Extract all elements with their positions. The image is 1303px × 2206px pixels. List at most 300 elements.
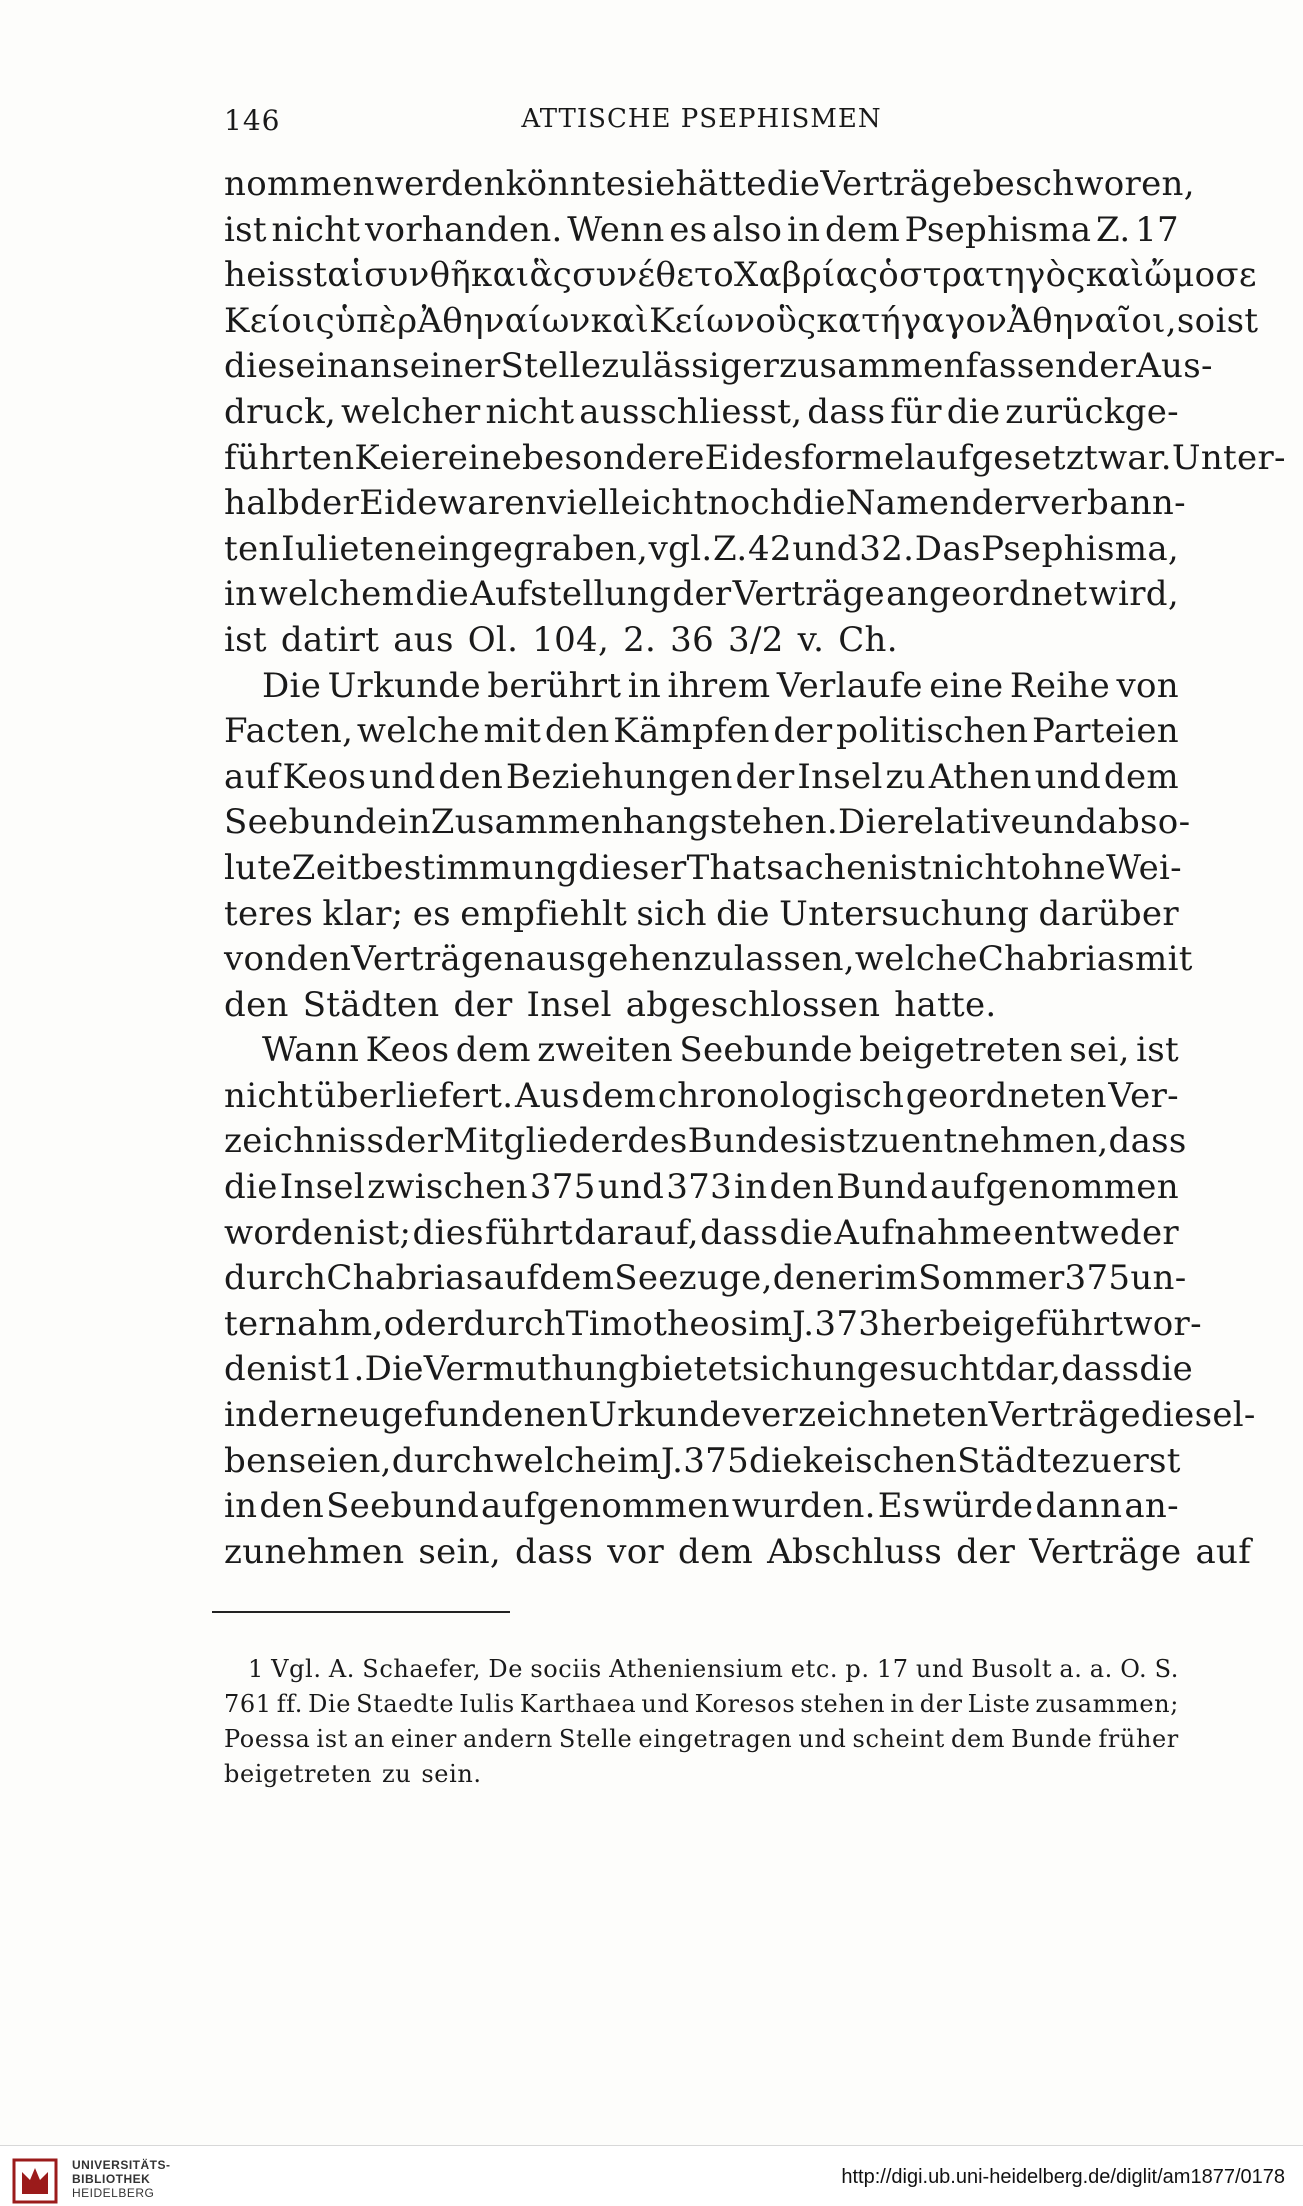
footnote-word: und (641, 1690, 690, 1718)
body-line (224, 1119, 1187, 1165)
body-word: in (224, 574, 258, 615)
body-word: dass (515, 1531, 594, 1572)
body-word: welche (356, 711, 480, 752)
body-word: J. (660, 1440, 684, 1481)
body-line (224, 253, 1257, 299)
body-word: στρατηγὸς (899, 255, 1086, 296)
body-word: ternahm, (224, 1303, 384, 1344)
footnote-word: zu (382, 1760, 412, 1788)
body-word: er (837, 1258, 875, 1299)
footnote-word: 1 (248, 1655, 264, 1683)
body-word: könnte (505, 164, 627, 204)
body-word: Verträge (820, 164, 973, 204)
body-word: halb (224, 483, 301, 524)
body-word: relative (897, 802, 1031, 843)
body-word: führten (224, 437, 355, 478)
body-word: ben (224, 1440, 289, 1481)
body-line (224, 755, 1179, 801)
body-word: dem (539, 1258, 615, 1299)
body-word: dass (1108, 1121, 1187, 1162)
body-word: entnehmen, (900, 1121, 1109, 1162)
body-word: darüber (1038, 893, 1179, 934)
body-word: nicht (931, 847, 1021, 888)
body-word: empfiehlt (460, 893, 628, 934)
body-word: welche (494, 1440, 618, 1481)
footnote-word: an (353, 1725, 385, 1753)
body-word: aus (393, 619, 454, 660)
footnote-word: einer (390, 1725, 457, 1753)
body-word: Zeitbestimmung (291, 847, 579, 888)
body-word: Wann (262, 1030, 360, 1071)
body-word: Seebunde (224, 802, 398, 843)
footnote-word: Liste (967, 1690, 1031, 1718)
body-word: seiner (392, 346, 501, 387)
body-word: Abschluss (767, 1531, 943, 1572)
body-word: angeordnet (886, 574, 1088, 615)
body-word: ein (295, 346, 350, 387)
page-number: 146 (224, 104, 281, 137)
body-word: und (792, 528, 859, 569)
body-word: Ἀθηναίων (417, 300, 591, 341)
body-word: zulässiger (601, 346, 780, 387)
body-word: zu (885, 756, 926, 797)
body-line (224, 344, 1213, 390)
body-word: von (1116, 665, 1179, 706)
body-word: dies (224, 346, 296, 387)
body-word: nommen (224, 164, 375, 204)
body-word: Vermuthung (423, 1349, 640, 1390)
body-word: Eidesformel (704, 437, 916, 478)
body-word: auf (224, 756, 280, 797)
body-word: Χαβρίας (734, 255, 879, 296)
body-word: Sommer (918, 1258, 1065, 1299)
body-word: καὶ (1085, 255, 1145, 296)
body-line (224, 846, 1182, 892)
footnote-word: dem (950, 1725, 1006, 1753)
body-word: durch (224, 1258, 327, 1299)
body-word: sein, (418, 1531, 502, 1572)
body-word: v. (797, 619, 825, 660)
footnote-word: scheint (852, 1725, 945, 1753)
body-word: hatte. (894, 984, 997, 1025)
body-word: Insel (797, 756, 883, 797)
body-word: καὶ (590, 300, 650, 341)
body-word: wird, (1088, 574, 1179, 615)
footnote-word: p. (845, 1655, 870, 1683)
footnote-word: und (915, 1655, 964, 1683)
body-line (224, 1074, 1179, 1120)
footnotes (224, 1652, 1179, 1792)
body-word: Verträge (1029, 1531, 1182, 1572)
body-word: Unter- (1171, 437, 1286, 478)
body-word: keischen (802, 1440, 958, 1481)
viewer-footer (0, 2145, 1303, 2206)
body-word: Stelle (500, 346, 602, 387)
body-word: Urkunde (588, 1395, 742, 1436)
body-word: J. (792, 1303, 815, 1344)
body-word: den (286, 939, 352, 980)
body-word: heisst (224, 255, 328, 296)
body-word: ihrem (667, 665, 771, 706)
body-word: ὁ (878, 255, 900, 296)
body-word: dass (1061, 1349, 1140, 1390)
body-word: des (627, 1121, 688, 1162)
body-word: der (956, 1531, 1016, 1572)
body-word: Es (877, 1486, 921, 1527)
body-word: Kämpfen (613, 711, 770, 752)
footnote-word: andern (462, 1725, 553, 1753)
body-word: datirt (280, 619, 380, 660)
body-word: den (769, 1167, 835, 1208)
body-word: verzeichneten (741, 1395, 989, 1436)
body-word: Reihe (1009, 665, 1111, 706)
body-word: in (627, 665, 662, 706)
footnote-word: Karthaea (519, 1690, 637, 1718)
body-word: die (792, 483, 846, 524)
body-word: werden (374, 164, 506, 204)
body-word: sie (626, 164, 676, 204)
body-word: Städte (957, 1440, 1072, 1481)
body-word: Das (914, 528, 981, 569)
body-word: ist (224, 619, 267, 660)
running-head (224, 104, 1179, 144)
body-word: zeichniss (224, 1121, 385, 1162)
body-word: Mitglieder (443, 1121, 628, 1162)
body-word: sich (741, 1349, 813, 1390)
body-word: αἱ (327, 255, 365, 296)
body-word: bietet (639, 1349, 742, 1390)
body-word: Κείων (649, 300, 756, 341)
body-word: klar; (322, 893, 404, 934)
body-word: zu (693, 939, 734, 980)
body-word: Städten (302, 984, 440, 1025)
body-word: Verlaufe (776, 665, 923, 706)
footnote-word: Schaefer, (362, 1655, 482, 1683)
body-word: aufgenommen (930, 1167, 1179, 1208)
body-word: nicht (485, 391, 575, 432)
body-word: ist; (356, 1212, 412, 1253)
body-word: dies (412, 1212, 484, 1253)
body-word: der (384, 1121, 444, 1162)
body-word: es (669, 209, 708, 250)
body-word: Chabrias (326, 1258, 484, 1299)
footnote-line (224, 1652, 1179, 1687)
body-word: Ἀθηναῖοι, (1007, 300, 1177, 341)
body-word: die (1139, 1349, 1194, 1390)
body-word: würde (922, 1486, 1034, 1527)
body-word: im (748, 1303, 793, 1344)
body-word: dann (1035, 1486, 1123, 1527)
body-word: dieser (578, 847, 687, 888)
body-word: geordneten (905, 1075, 1107, 1116)
source-url-link[interactable]: http://digi.ub.uni-heidelberg.de/diglit/am1877/0178 (841, 2166, 1285, 2188)
body-word: der (300, 483, 360, 524)
body-word: Beziehungen (505, 756, 733, 797)
body-word: Keos (282, 756, 367, 797)
body-word: Ol. (467, 619, 519, 660)
body-word: eine (447, 437, 522, 478)
body-word: συνθῆκαι (364, 255, 530, 296)
body-word: aufgesetzt (915, 437, 1098, 478)
body-word: Psephisma, (981, 528, 1179, 569)
body-word: den (224, 984, 289, 1025)
body-word: nicht (271, 209, 361, 250)
body-word: 375 (529, 1167, 596, 1208)
body-word: Athen (928, 756, 1032, 797)
body-word: Wei- (1106, 847, 1182, 888)
body-word: zurückge- (1005, 391, 1179, 432)
body-word: οὓς (755, 300, 817, 341)
body-word: und (1030, 802, 1098, 843)
body-word: Aufnahme (834, 1212, 1013, 1253)
body-word: mit (1135, 939, 1193, 980)
body-word: den (224, 1349, 289, 1390)
body-word: im (874, 1258, 919, 1299)
body-word: ist (288, 1349, 332, 1390)
body-word: Keier (354, 437, 448, 478)
footnote-rule (212, 1611, 510, 1613)
body-word: Die (364, 1349, 424, 1390)
body-word: dem (581, 1075, 657, 1116)
body-word: aufgenommen (481, 1486, 730, 1527)
body-word: war. (1098, 437, 1172, 478)
body-word: Keos (365, 1030, 450, 1071)
body-line (224, 436, 1286, 482)
body-word: 36 (670, 619, 715, 660)
body-line (224, 481, 1186, 527)
footnote-word: a. (1089, 1655, 1113, 1683)
body-word: der (453, 984, 513, 1025)
body-word: auf (1195, 1531, 1252, 1572)
body-word: die (766, 164, 821, 204)
body-word: der (672, 574, 732, 615)
body-word: darauf, (574, 1212, 699, 1253)
footnote-word: in (890, 1690, 915, 1718)
body-word: zwischen (367, 1167, 528, 1208)
body-word: dem (1103, 756, 1179, 797)
body-word: Ch. (838, 619, 898, 660)
body-word: in (734, 1167, 768, 1208)
body-word: ist (1215, 300, 1259, 341)
running-title: ATTISCHE PSEPHISMEN (521, 104, 882, 134)
footnote-word: Iulis (459, 1690, 515, 1718)
body-word: dem (678, 1531, 754, 1572)
body-line (224, 1302, 1202, 1348)
body-word: Die (838, 802, 898, 843)
body-word: der (971, 483, 1031, 524)
body-word: worden (224, 1212, 356, 1253)
body-word: Seezuge, (614, 1258, 773, 1299)
body-word: Z. (713, 528, 748, 569)
body-word: Urkunde (327, 665, 481, 706)
body-line (224, 208, 1179, 254)
body-word: Verträge (988, 1395, 1141, 1436)
body-word: die (716, 893, 770, 934)
body-word: Bundes (687, 1121, 818, 1162)
body-word: an- (1124, 1486, 1179, 1527)
body-word: auf (483, 1258, 540, 1299)
body-word: Κείοις (224, 300, 335, 341)
footnote-word: etc. (790, 1655, 839, 1683)
body-word: seien, (288, 1440, 392, 1481)
body-word: 2. (623, 619, 657, 660)
body-word: neugefundenen (316, 1395, 589, 1436)
footnote-word: sociis (530, 1655, 602, 1683)
body-word: Bund (836, 1167, 929, 1208)
body-word: führt (485, 1212, 573, 1253)
body-word: sei, (1069, 1030, 1130, 1071)
body-word: und (1034, 756, 1102, 797)
body-word: den (438, 756, 504, 797)
footnote-word: Vgl. (271, 1655, 322, 1683)
body-word: 17 (1135, 209, 1179, 250)
body-line (224, 299, 1259, 345)
body-word: abgeschlossen (625, 984, 881, 1025)
footnote-word: O. (1120, 1655, 1148, 1683)
body-word: Verträgen (351, 939, 526, 980)
body-word: im (617, 1440, 661, 1481)
body-word: Namen (845, 483, 972, 524)
body-line (224, 937, 1193, 983)
body-word: dar, (994, 1349, 1062, 1390)
body-word: noch (707, 483, 793, 524)
body-word: es (412, 893, 451, 934)
body-word: Thatsachen (686, 847, 889, 888)
body-word: Chabrias (977, 939, 1136, 980)
body-word: ist (1136, 1030, 1179, 1071)
body-line (224, 800, 1191, 846)
body-word: abso- (1097, 802, 1191, 843)
body-line (224, 618, 1179, 664)
body-line (224, 1393, 1256, 1439)
body-word: Aufstellung (470, 574, 672, 615)
body-word: Seebund (326, 1486, 480, 1527)
body-word: Verträge (732, 574, 885, 615)
body-word: κατήγαγον (816, 300, 1008, 341)
library-name-line: UNIVERSITÄTS- (72, 2158, 171, 2172)
body-word: 375 (1064, 1258, 1131, 1299)
body-word: 32. (859, 528, 915, 569)
footnote-word: zusammen; (1035, 1690, 1179, 1718)
body-word: Facten, (224, 711, 354, 752)
body-word: 3/2 (728, 619, 784, 660)
body-line (224, 1439, 1179, 1485)
body-word: und (369, 756, 436, 797)
footnote-word: stehen (800, 1690, 886, 1718)
body-word: eingegraben, (416, 528, 649, 569)
body-word: zu (860, 1121, 901, 1162)
footnote-word: und (798, 1725, 847, 1753)
body-word: zweiten (537, 1030, 673, 1071)
body-word: der (257, 1395, 317, 1436)
body-word: Psephisma (904, 209, 1092, 250)
body-word: wurden. (731, 1486, 876, 1527)
body-word: der (735, 756, 795, 797)
body-line (224, 1484, 1179, 1530)
body-word: Parteien (1032, 711, 1179, 752)
body-word: von (224, 939, 287, 980)
footnote-word: Poessa (224, 1725, 311, 1753)
body-word: ungesucht (812, 1349, 995, 1390)
body-word: der (773, 711, 833, 752)
body-word: Insel (279, 1167, 366, 1208)
body-word: die (224, 1167, 278, 1208)
body-word: mit (483, 711, 542, 752)
body-word: berührt (487, 665, 622, 706)
body-word: ἃς (529, 255, 573, 296)
body-word: hätte (675, 164, 767, 204)
body-line (224, 664, 1179, 710)
body-word: Zusammenhang (430, 802, 710, 843)
footnote-word: Die (308, 1690, 352, 1718)
body-line (224, 162, 1195, 208)
body-word: ausschliesst, (579, 391, 803, 432)
body-word: die (749, 1440, 803, 1481)
body-word: vorhanden. (365, 209, 563, 250)
footnote-word: Bunde (1011, 1725, 1093, 1753)
body-word: dem (455, 1030, 531, 1071)
footnote-line (224, 1687, 1179, 1722)
body-word: überliefert. (314, 1075, 514, 1116)
body-word: ohne (1020, 847, 1107, 888)
footnote-word: beigetreten (224, 1760, 373, 1788)
body-word: verbann- (1030, 483, 1186, 524)
body-word: herbeigeführt (880, 1303, 1124, 1344)
body-word: nicht (224, 1075, 313, 1116)
body-word: ὤμοσε (1144, 255, 1257, 296)
body-word: Die (262, 665, 322, 706)
body-word: dass (700, 1212, 779, 1253)
body-word: in (224, 1395, 258, 1436)
body-word: lute (224, 847, 292, 888)
footnote-line (224, 1722, 1179, 1757)
body-word: dass (807, 391, 886, 432)
body-word: dem (824, 209, 900, 250)
body-word: Wenn (567, 209, 665, 250)
body-word: in (397, 802, 431, 843)
body-word: 104, (532, 619, 610, 660)
body-line (224, 527, 1179, 573)
body-word: beigetreten (859, 1030, 1063, 1071)
footnote-word: 17 (876, 1655, 909, 1683)
body-word: lassen, (733, 939, 855, 980)
library-name-line: BIBLIOTHEK (72, 2172, 151, 2186)
body-word: den (544, 711, 610, 752)
body-word: sich (636, 893, 707, 934)
footnote-word: De (488, 1655, 524, 1683)
body-word: Aus- (1136, 346, 1213, 387)
body-word: beschworen, (972, 164, 1195, 204)
body-word: durch (463, 1303, 566, 1344)
body-line (224, 983, 1179, 1029)
body-word: für (890, 391, 942, 432)
body-word: Insel (526, 984, 612, 1025)
footnote-word: Staedte (356, 1690, 455, 1718)
body-word: entweder (1013, 1212, 1179, 1253)
body-word: den (259, 1486, 325, 1527)
body-line (224, 892, 1179, 938)
body-word: in (224, 1486, 258, 1527)
body-word: ist (224, 209, 267, 250)
body-word: zusammenfassender (779, 346, 1137, 387)
body-word: waren (437, 483, 547, 524)
body-word: vielleicht (547, 483, 708, 524)
body-word: oder (383, 1303, 464, 1344)
body-line (224, 1256, 1187, 1302)
body-word: Aus (514, 1075, 580, 1116)
body-word: welche (854, 939, 978, 980)
body-word: die (946, 391, 1001, 432)
